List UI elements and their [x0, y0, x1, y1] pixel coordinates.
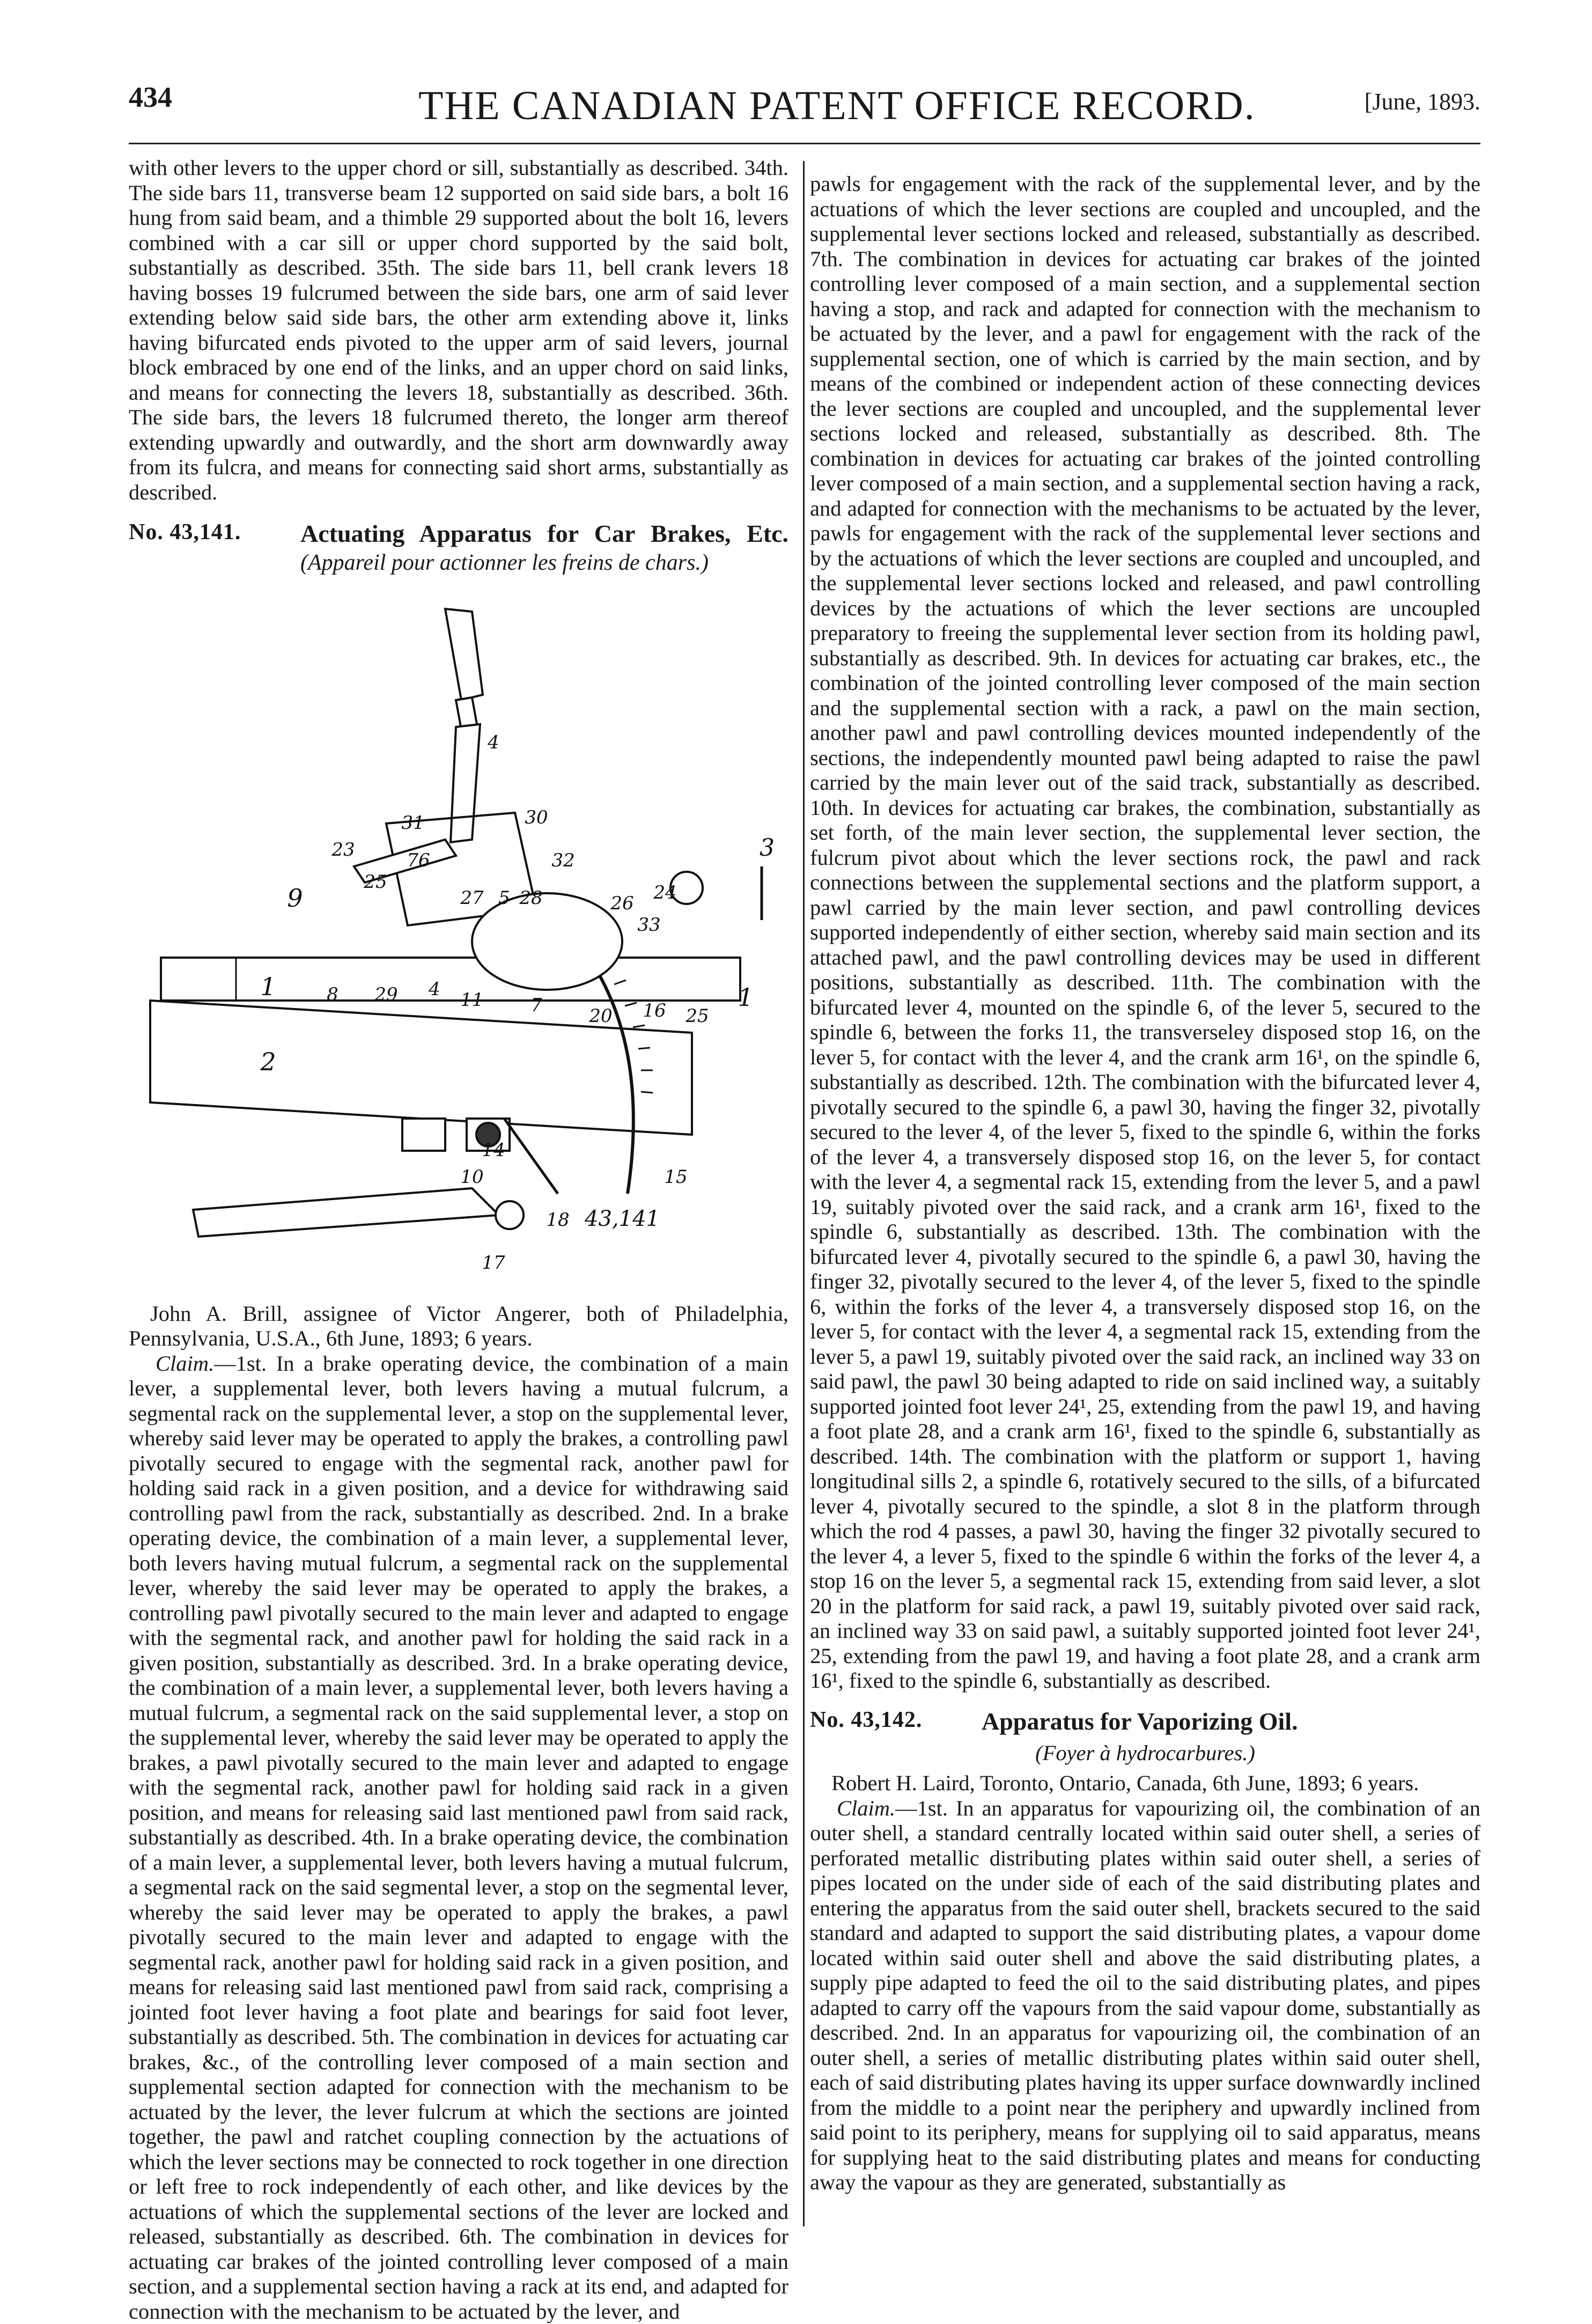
- patent-drawing: [129, 587, 788, 1285]
- callout-label: 28: [519, 887, 542, 909]
- callout-label: 20: [588, 1005, 612, 1027]
- page-number: 434: [129, 80, 172, 114]
- callout-label: 27: [460, 887, 484, 909]
- callout-label: 25: [363, 871, 387, 893]
- patent-french-title: (Foyer à hydrocarbures.): [810, 1741, 1480, 1766]
- journal-title: THE CANADIAN PATENT OFFICE RECORD.: [418, 83, 1256, 129]
- patent-number: No. 43,142.: [810, 1708, 982, 1735]
- issue-date: [June, 1893.: [1365, 88, 1480, 115]
- callout-label: 16: [643, 1000, 666, 1021]
- continued-claims-text: pawls for engagement with the rack of the supplemental lever, and by the actuations of which the lever sections are coupled and uncoupled, and the supplemental lever sections locked and released, substantially as described. 7th. The combination in devices for actuating car brakes of the jointed controlling lever composed of a main section, and a supplemental section having a stop, and rack and adapted for connection with the mechanism to be actuated by the lever, and a pawl for engagement with the rack of the supplemental section, one of which is carried by the main section, and by means of the combined or independent action of these connecting devices the lever sections are coupled and uncoupled, and the supplemental lever sections locked and released, substantially as described. 8th. The combination in devices for actuating car brakes of the jointed controlling lever composed of a main section, and a supplemental section having a rack, and adapted for connection with the mechanisms to be actuated by the lever, pawls for engagement with the rack of the supplemental lever sections and by the actuations of which the lever sections are coupled and uncoupled, and the supplemental lever sections locked and released, and pawl controlling devices by the actuations of which the lever sections are uncoupled preparatory to freeing the supplemental lever section from its holding pawl, substantially as described. 9th. In devices for actuating car brakes, etc., the combination of the jointed controlling lever composed of the main section and the supplemental section with a rack, a pawl on the main section, another pawl and pawl controlling devices mounted independently of the sections, the independently mounted pawl being adapted to raise the pawl carried by the main lever out of the said track, substantially as described. 10th. In devices for actuating car brakes, the combination, substantially as set forth, of the main lever section, the supplemental lever section, the fulcrum pivot about which the lever sections rock, the pawl and rack connections between the supplemental sections and the platform support, a pawl carried by the main lever section, and pawl controlling devices supported independently of either section, whereby said main section and its attached pawl, and the pawl controlling devices may be used in different positions, substantially as described. 11th. The combination with the bifurcated lever 4, mounted on the spindle 6, of the lever 5, secured to the spindle 6, between the forks 11, the transverseley disposed stop 16, on the lever 5, for contact with the lever 4, and the crank arm 16¹, on the spindle 6, substantially as described. 12th. The combination with the bifurcated lever 4, pivotally secured to the spindle 6, a pawl 30, having the finger 32, pivotally secured to the lever 4, of the lever 5, fixed to the spindle 6, within the forks of the lever 4, a transversely disposed stop 16, on the lever 5, for contact with the lever 4, a segmental rack 15, extending from the lever 5, and a pawl 19, suitably pivoted over the said rack, and a crank arm 16¹, fixed to the spindle 6, substantially as described. 13th. The combination with the bifurcated lever 4, pivotally secured to the spindle 6, a pawl 30, having the finger 32, pivotally secured to the lever 4, of the lever 5, fixed to the spindle 6, within the forks of the lever 4, a transversely disposed stop 16, on the lever 5, for contact with the lever 4, a segmental rack 15, extending from the lever 5, a pawl 19, suitably pivoted over the said rack, an inclined way 33 on said pawl, the pawl 30 being adapted to ride on said inclined way, a suitably supported jointed foot lever 24¹, 25, extending from the pawl 19, and having a foot plate 28, and a crank arm 16¹, fixed to the spindle 6, substantially as described. 14th. The combination with the platform or support 1, having longitudinal sills 2, a spindle 6, rotatively secured to the sills, of a bifurcated lever 4, pivotally secured to the spindle, a slot 8 in the platform through which the rod 4 passes, a pawl 30, having the finger 32 pivotally secured to the lever 4, a lever 5, fixed to the spindle 6 within the forks of the lever 4, a stop 16 on the lever 5, a segmental rack 15, extending from said lever, a slot 20 in the platform for said rack, a pawl 19, suitably pivoted over said rack, an inclined way 33 on said pawl, a suitably supported jointed foot lever 24¹, 25, extending from the pawl 19, and having a foot plate 28, and a crank arm 16¹, fixed to the spindle 6, substantially as described.: [810, 172, 1480, 1694]
- claims-paragraph: [810, 1796, 1480, 2195]
- journal-block: [402, 1119, 445, 1151]
- left-column: [129, 156, 788, 2324]
- callout-label: 31: [401, 812, 424, 834]
- callout-label: 10: [460, 1166, 483, 1188]
- callout-label: 43,141: [584, 1207, 660, 1231]
- handle-grip: [445, 609, 483, 700]
- patent-entry-header: [129, 520, 788, 577]
- callout-label: 25: [685, 1005, 709, 1027]
- callout-label: 14: [482, 1139, 505, 1161]
- callout-label: 18: [546, 1209, 569, 1231]
- header-rule: [129, 143, 1480, 144]
- callout-label: 30: [525, 807, 548, 828]
- inventor-line: John A. Brill, assignee of Victor Angerer, both of Philadelphia, Pennsylvania, U.S.A., 6th June, 1893; 6 years.: [129, 1301, 788, 1351]
- foot-lever-24: [193, 1188, 499, 1237]
- figure-callouts: [260, 732, 775, 1274]
- callout-label: 4: [428, 979, 440, 1000]
- patent-number: No. 43,141.: [129, 520, 300, 577]
- patent-title: Apparatus for Vaporizing Oil.: [982, 1708, 1480, 1735]
- patent-french-title: (Appareil pour actionner les freins de chars.): [300, 550, 709, 575]
- crank-arm: [504, 1119, 558, 1194]
- callout-label: 29: [374, 984, 397, 1005]
- callout-label: 23: [331, 839, 355, 861]
- callout-label: 5: [498, 887, 510, 909]
- callout-label: 32: [551, 850, 574, 871]
- callout-label: 26: [610, 893, 633, 914]
- right-column: [810, 172, 1480, 2195]
- claim-label: Claim.: [156, 1351, 214, 1376]
- callout-label: 15: [664, 1166, 687, 1188]
- callout-label: 8: [327, 984, 338, 1005]
- page-header: [129, 80, 1480, 139]
- claim-label: Claim.: [837, 1796, 895, 1820]
- callout-label: 7: [530, 995, 542, 1016]
- patent-entry-header: [810, 1708, 1480, 1735]
- patent-title: Actuating Apparatus for Car Brakes, Etc.: [300, 520, 788, 547]
- callout-label: 2: [260, 1047, 276, 1076]
- spindle-6: [472, 893, 622, 990]
- column-divider: [803, 161, 805, 2226]
- claims-paragraph: [129, 1351, 788, 2324]
- platform: [161, 958, 740, 1001]
- callout-label: 3: [760, 834, 775, 862]
- continued-claims-text: with other levers to the upper chord or sill, substantially as described. 34th. The side bars 11, transverse beam 12 supported on said side bars, a bolt 16 hung from said beam, and a thimble 29 supported about the bolt 16, levers combined with a car sill or upper chord supported by the said bolt, substantially as described. 35th. The side bars 11, bell crank levers 18 having bosses 19 fulcrumed between the side bars, one arm of said lever extending below said side bars, the other arm extending above it, links having bifurcated ends pivoted to the upper arm of said levers, journal block embraced by one end of the links, and an upper chord on said links, and means for connecting the levers 18, substantially as described. 36th. The side bars, the levers 18 fulcrumed thereto, the longer arm thereof extending upwardly and outwardly, and the short arm downwardly away from its fulcra, and means for connecting said short arms, substantially as described.: [129, 156, 788, 505]
- callout-label: 1: [260, 972, 276, 1001]
- inventor-line: Robert H. Laird, Toronto, Ontario, Canada, 6th June, 1893; 6 years.: [810, 1771, 1480, 1796]
- foot-pedal-joint: [496, 1201, 524, 1229]
- callout-label: 76: [407, 850, 430, 871]
- callout-label: 33: [637, 914, 660, 936]
- patent-title-block: [300, 520, 788, 577]
- callout-label: 9: [287, 884, 303, 913]
- claim-text: —1st. In a brake operating device, the combination of a main lever, a supplemental lever, both levers having a mutual fulcrum, a segmental rack on the supplemental lever, a stop on the supplemental lever, whereby said lever may be operated to apply the brakes, a controlling pawl pivotally secured to engage with the segmental rack, another pawl for holding said rack in a given position, and a device for withdrawing said controlling pawl from the rack, substantially as described. 2nd. In a brake operating device, the combination of a main lever, a supplemental lever, both levers having mutual fulcrum, a segmental rack on the supplemental lever, whereby the said lever may be operated to apply the brakes, a controlling pawl pivotally secured to the main lever and adapted to engage with the segmental rack, and another pawl for holding the said rack in a given position, substantially as described. 3rd. In a brake operating device, the combination of a main lever, a supplemental lever, both levers having a mutual fulcrum, a segmental rack on the said supplemental lever, a stop on the supplemental lever, whereby the said lever may be operated to apply the brakes, a pawl pivotally secured to the main lever and adapted to engage with the segmental rack, another pawl for holding said rack in a given position, and means for releasing said last mentioned pawl from said rack, substantially as described. 4th. In a brake operating device, the combination of a main lever, a supplemental lever, both levers having a mutual fulcrum, a segmental rack on the said segmental lever, a stop on the segmental lever, whereby the said lever may be operated to apply the brakes, a pawl pivotally secured to the main lever and adapted to engage with the segmental rack, another pawl for holding said rack in a given position, and means for releasing said last mentioned pawl from said rack, comprising a jointed foot lever having a foot plate and bearings for said foot lever, substantially as described. 5th. The combination in devices for actuating car brakes, &c., of the controlling lever composed of a main section and supplemental section adapted for connection with the mechanism to be actuated by the lever, the lever fulcrum at which the sections are jointed together, the pawl and ratchet coupling connection by the actuations of which the lever sections may be connected to rock together in one direction or left free to rock independently of each other, and like devices by the actuations of which the supplemental sections of the lever are locked and released, substantially as described. 6th. The combination in devices for actuating car brakes of the jointed controlling lever composed of a main section, and a supplemental section having a rack at its end, and adapted for connection with the mechanism to be actuated by the lever, and: [129, 1351, 788, 2323]
- callout-label: 1: [738, 983, 753, 1012]
- claim-text: —1st. In an apparatus for vapourizing oil, the combination of an outer shell, a standard centrally located within said outer shell, a series of perforated metallic distributing plates within said outer shell, a series of pipes located on the under side of each of the said distributing plates and entering the apparatus from the said outer shell, brackets secured to the said standard and adapted to support the said distributing plates, a vapour dome located within said outer shell and above the said distributing plates, a supply pipe adapted to feed the oil to the said distributing plates, and pipes adapted to carry off the vapours from the said vapour dome, substantially as described. 2nd. In an apparatus for vapourizing oil, the combination of an outer shell, a series of metallic distributing plates within said outer shell, each of said distributing plates having its upper surface downwardly inclined from the middle to a point near the periphery and upwardly inclined from said point to its periphery, means for supplying oil to said apparatus, means for supplying heat to the said distributing plates and means for conducting away the vapour as they are generated, substantially as: [810, 1796, 1480, 2195]
- callout-label: 24: [653, 882, 676, 903]
- callout-label: 4: [487, 732, 499, 753]
- callout-label: 17: [482, 1252, 505, 1274]
- lever-4: [451, 724, 480, 842]
- callout-label: 11: [460, 989, 483, 1011]
